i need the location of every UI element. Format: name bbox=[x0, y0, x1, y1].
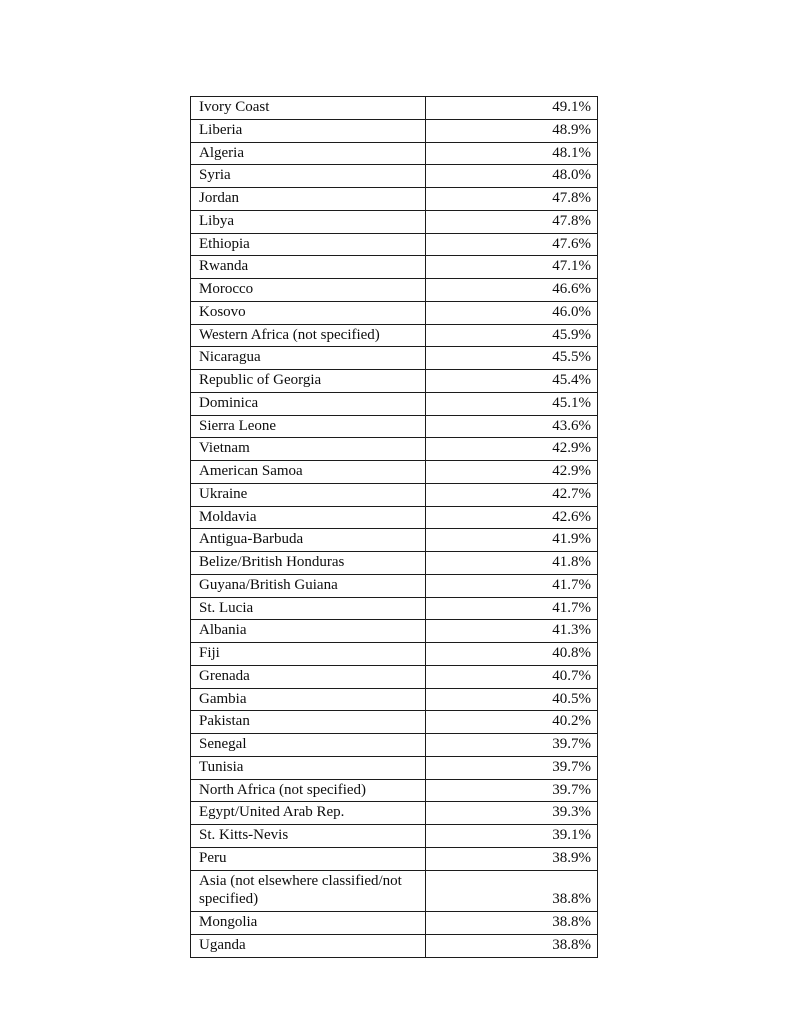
country-name-cell: Belize/British Honduras bbox=[191, 552, 426, 575]
table-row bbox=[191, 256, 598, 279]
country-name-cell: Pakistan bbox=[191, 711, 426, 734]
percentage-cell: 41.8% bbox=[426, 552, 598, 575]
table-row bbox=[191, 461, 598, 484]
percentage-cell: 41.3% bbox=[426, 620, 598, 643]
table-row bbox=[191, 870, 598, 912]
percentage-cell: 47.6% bbox=[426, 233, 598, 256]
percentage-cell: 46.0% bbox=[426, 301, 598, 324]
table-row bbox=[191, 756, 598, 779]
country-name-cell: Ukraine bbox=[191, 483, 426, 506]
percentage-cell: 40.7% bbox=[426, 665, 598, 688]
country-table-body bbox=[191, 97, 598, 958]
country-name-cell: Senegal bbox=[191, 734, 426, 757]
table-row bbox=[191, 165, 598, 188]
country-name-cell: Nicaragua bbox=[191, 347, 426, 370]
table-row bbox=[191, 825, 598, 848]
country-name-cell: Jordan bbox=[191, 188, 426, 211]
country-name-cell: St. Kitts-Nevis bbox=[191, 825, 426, 848]
percentage-cell: 39.7% bbox=[426, 756, 598, 779]
table-row bbox=[191, 483, 598, 506]
table-row bbox=[191, 912, 598, 935]
percentage-cell: 38.8% bbox=[426, 870, 598, 912]
table-row bbox=[191, 279, 598, 302]
table-row bbox=[191, 370, 598, 393]
country-name-cell: Albania bbox=[191, 620, 426, 643]
table-row bbox=[191, 347, 598, 370]
country-name-cell: Grenada bbox=[191, 665, 426, 688]
table-row bbox=[191, 711, 598, 734]
percentage-cell: 47.1% bbox=[426, 256, 598, 279]
country-percentage-table bbox=[190, 96, 598, 958]
percentage-cell: 39.7% bbox=[426, 779, 598, 802]
percentage-cell: 41.7% bbox=[426, 597, 598, 620]
country-name-cell: St. Lucia bbox=[191, 597, 426, 620]
table-row bbox=[191, 620, 598, 643]
percentage-cell: 48.1% bbox=[426, 142, 598, 165]
percentage-cell: 47.8% bbox=[426, 210, 598, 233]
table-row bbox=[191, 506, 598, 529]
country-name-cell: Dominica bbox=[191, 392, 426, 415]
country-name-cell: Tunisia bbox=[191, 756, 426, 779]
percentage-cell: 45.1% bbox=[426, 392, 598, 415]
table-row bbox=[191, 552, 598, 575]
percentage-cell: 42.7% bbox=[426, 483, 598, 506]
table-row bbox=[191, 934, 598, 957]
table-row bbox=[191, 643, 598, 666]
country-name-cell: Libya bbox=[191, 210, 426, 233]
country-name-cell: Kosovo bbox=[191, 301, 426, 324]
percentage-cell: 45.4% bbox=[426, 370, 598, 393]
table-row bbox=[191, 324, 598, 347]
country-name-cell: Sierra Leone bbox=[191, 415, 426, 438]
table-row bbox=[191, 142, 598, 165]
country-name-cell: Ivory Coast bbox=[191, 97, 426, 120]
country-name-cell: Guyana/British Guiana bbox=[191, 574, 426, 597]
percentage-cell: 42.9% bbox=[426, 438, 598, 461]
percentage-cell: 47.8% bbox=[426, 188, 598, 211]
table-row bbox=[191, 438, 598, 461]
country-name-cell: North Africa (not specified) bbox=[191, 779, 426, 802]
table-row bbox=[191, 415, 598, 438]
percentage-cell: 39.1% bbox=[426, 825, 598, 848]
country-name-cell: Morocco bbox=[191, 279, 426, 302]
percentage-cell: 48.9% bbox=[426, 119, 598, 142]
percentage-cell: 38.8% bbox=[426, 912, 598, 935]
percentage-cell: 49.1% bbox=[426, 97, 598, 120]
table-row bbox=[191, 597, 598, 620]
percentage-cell: 39.7% bbox=[426, 734, 598, 757]
table-row bbox=[191, 97, 598, 120]
percentage-cell: 40.2% bbox=[426, 711, 598, 734]
percentage-cell: 39.3% bbox=[426, 802, 598, 825]
country-name-cell: Fiji bbox=[191, 643, 426, 666]
country-name-cell: Egypt/United Arab Rep. bbox=[191, 802, 426, 825]
table-row bbox=[191, 688, 598, 711]
country-name-cell: Moldavia bbox=[191, 506, 426, 529]
table-row bbox=[191, 119, 598, 142]
table-row bbox=[191, 734, 598, 757]
percentage-cell: 41.7% bbox=[426, 574, 598, 597]
country-name-cell: Peru bbox=[191, 847, 426, 870]
table-row bbox=[191, 188, 598, 211]
table-row bbox=[191, 779, 598, 802]
percentage-cell: 48.0% bbox=[426, 165, 598, 188]
country-name-cell: Syria bbox=[191, 165, 426, 188]
percentage-cell: 46.6% bbox=[426, 279, 598, 302]
table-row bbox=[191, 210, 598, 233]
percentage-cell: 40.8% bbox=[426, 643, 598, 666]
table-row bbox=[191, 847, 598, 870]
table-row bbox=[191, 392, 598, 415]
table-row bbox=[191, 802, 598, 825]
percentage-cell: 45.5% bbox=[426, 347, 598, 370]
country-name-cell: Mongolia bbox=[191, 912, 426, 935]
country-name-cell: Asia (not elsewhere classified/not specified) bbox=[191, 870, 426, 912]
percentage-cell: 45.9% bbox=[426, 324, 598, 347]
percentage-cell: 41.9% bbox=[426, 529, 598, 552]
table-row bbox=[191, 574, 598, 597]
percentage-cell: 42.6% bbox=[426, 506, 598, 529]
country-name-cell: Rwanda bbox=[191, 256, 426, 279]
country-name-cell: American Samoa bbox=[191, 461, 426, 484]
country-name-cell: Antigua-Barbuda bbox=[191, 529, 426, 552]
country-name-cell: Algeria bbox=[191, 142, 426, 165]
percentage-cell: 43.6% bbox=[426, 415, 598, 438]
country-name-cell: Republic of Georgia bbox=[191, 370, 426, 393]
percentage-cell: 38.9% bbox=[426, 847, 598, 870]
country-name-cell: Western Africa (not specified) bbox=[191, 324, 426, 347]
country-name-cell: Uganda bbox=[191, 934, 426, 957]
table-row bbox=[191, 233, 598, 256]
country-name-cell: Liberia bbox=[191, 119, 426, 142]
table-row bbox=[191, 301, 598, 324]
country-name-cell: Ethiopia bbox=[191, 233, 426, 256]
country-name-cell: Vietnam bbox=[191, 438, 426, 461]
table-row bbox=[191, 529, 598, 552]
percentage-cell: 40.5% bbox=[426, 688, 598, 711]
percentage-cell: 38.8% bbox=[426, 934, 598, 957]
table-row bbox=[191, 665, 598, 688]
country-name-cell: Gambia bbox=[191, 688, 426, 711]
percentage-cell: 42.9% bbox=[426, 461, 598, 484]
